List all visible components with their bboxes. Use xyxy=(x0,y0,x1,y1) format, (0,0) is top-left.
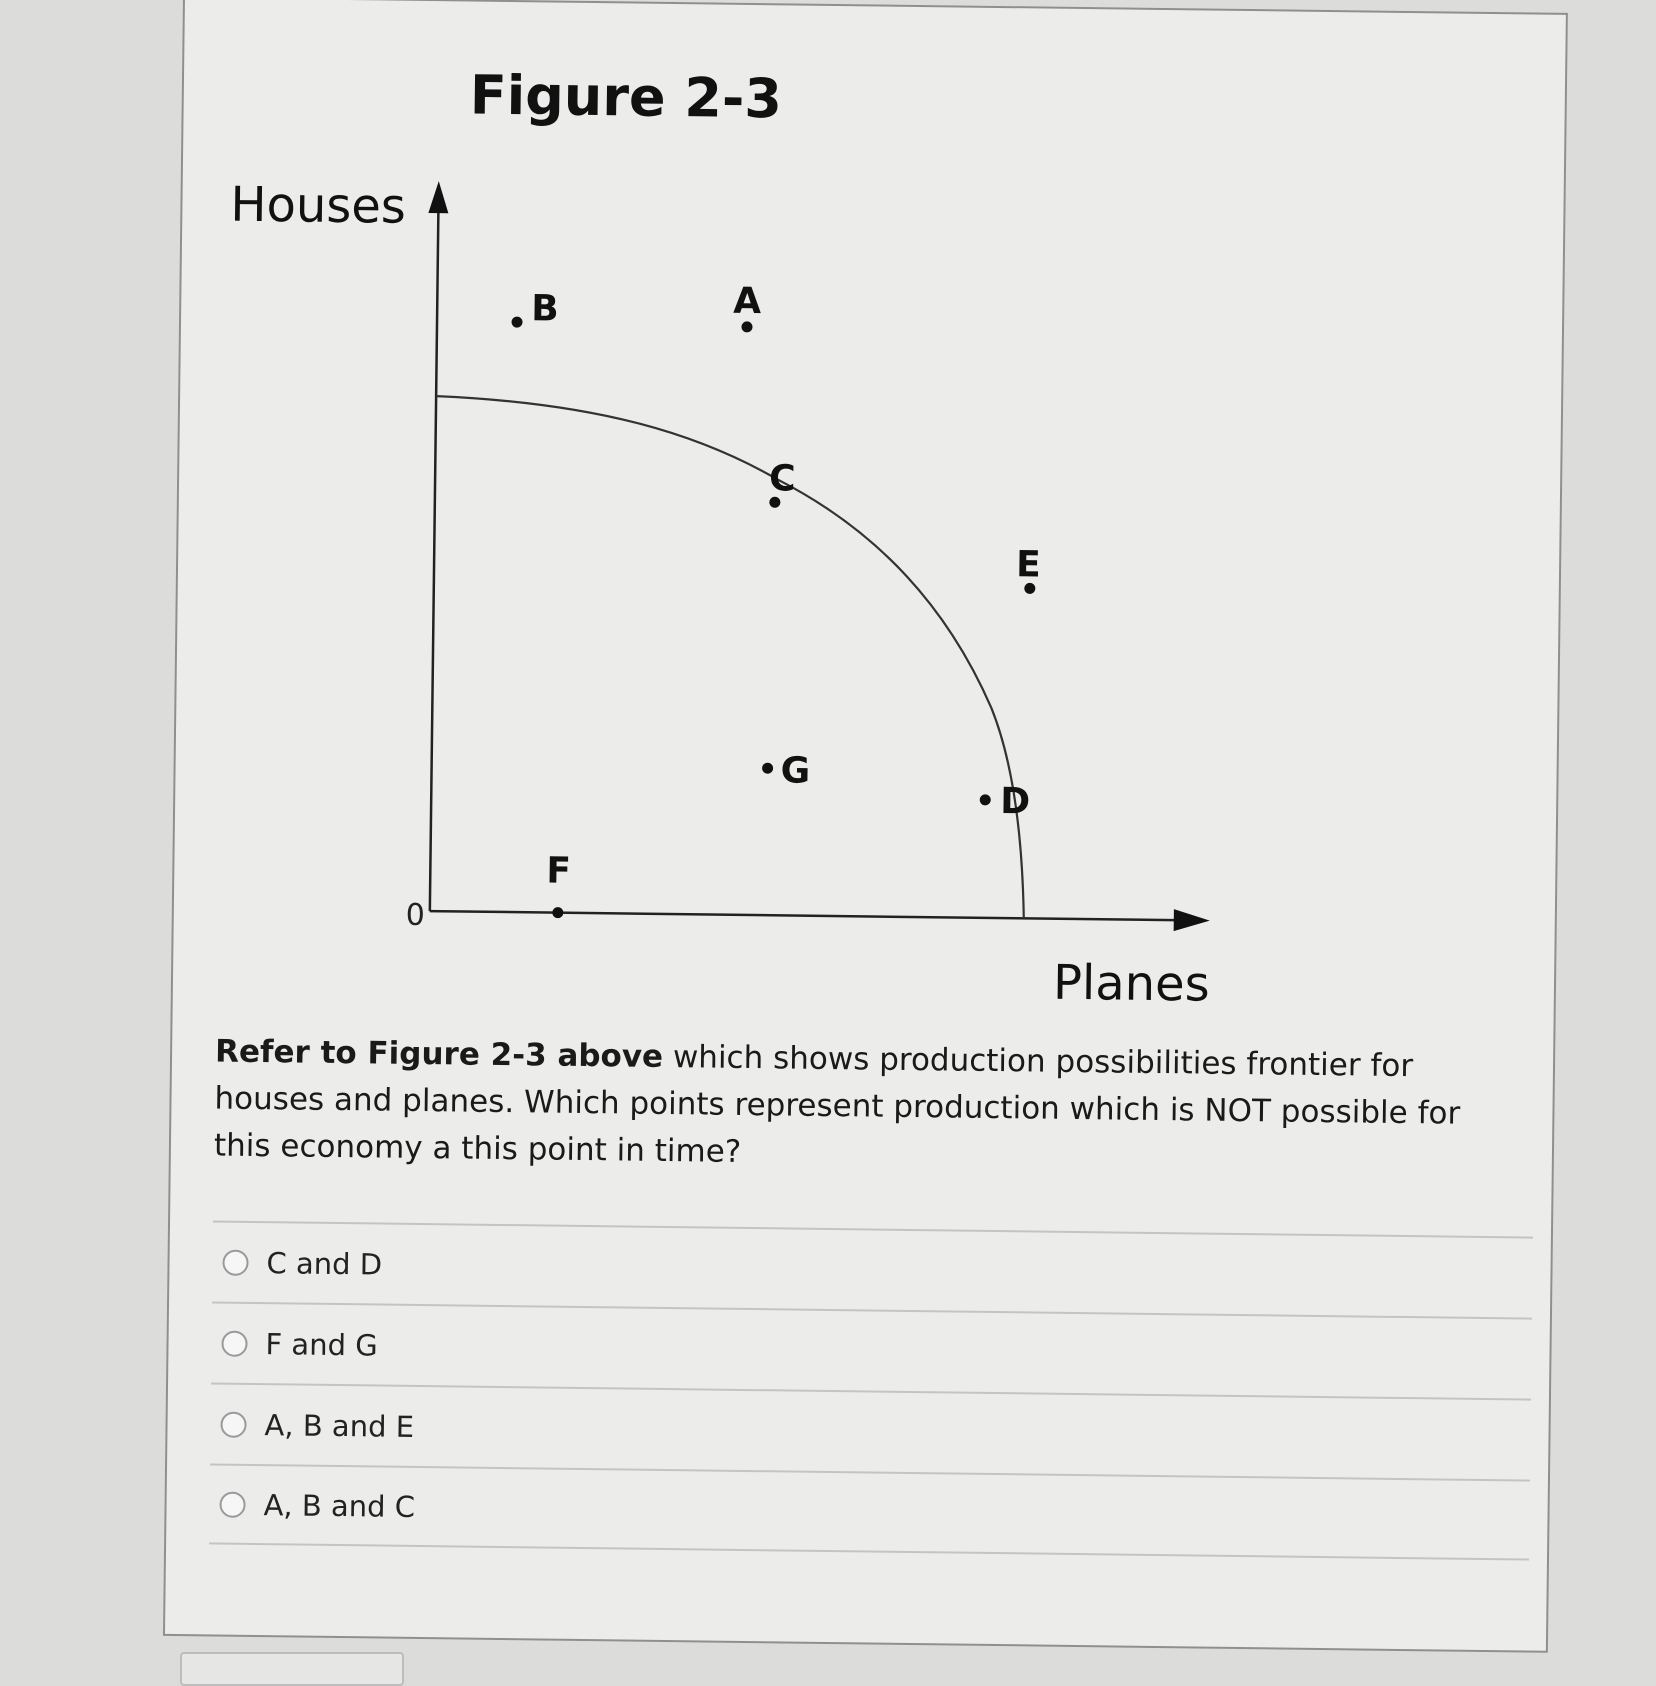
question-rest: which shows production possibilities frontier for houses and planes. Which points represent production which is NOT possible for this economy a this point in time? xyxy=(213,1038,1461,1170)
option-label: A, B and E xyxy=(264,1407,415,1444)
figure-title: Figure 2-3 xyxy=(469,63,783,131)
y-axis-label: Houses xyxy=(230,176,407,235)
origin-label: 0 xyxy=(405,897,426,934)
point-b xyxy=(511,317,522,328)
point-g-label: G xyxy=(780,750,811,792)
point-d-label: D xyxy=(999,781,1031,823)
option-label: A, B and C xyxy=(263,1487,416,1524)
point-e-label: E xyxy=(1015,544,1041,586)
radio-icon[interactable] xyxy=(222,1249,248,1275)
answer-options xyxy=(209,1220,1533,1560)
option-a-b-and-c[interactable] xyxy=(209,1463,1530,1560)
point-a-label: A xyxy=(733,280,762,323)
point-f xyxy=(552,907,563,918)
y-axis xyxy=(430,191,439,911)
point-f-label: F xyxy=(546,850,572,892)
x-axis xyxy=(430,911,1184,920)
point-d xyxy=(980,794,991,805)
question-bold: Refer to Figure 2-3 above xyxy=(214,1033,664,1075)
option-label: C and D xyxy=(266,1245,383,1282)
ppf-curve xyxy=(430,396,1030,918)
next-button[interactable] xyxy=(180,1652,404,1686)
question-card xyxy=(163,0,1568,1653)
point-g xyxy=(762,763,773,774)
ppf-figure xyxy=(173,0,1525,1024)
point-a xyxy=(741,321,752,332)
x-axis-arrow-icon xyxy=(1174,909,1210,931)
option-label: F and G xyxy=(265,1326,378,1362)
radio-icon[interactable] xyxy=(219,1491,245,1517)
y-axis-arrow-icon xyxy=(428,181,448,213)
question-text xyxy=(214,1028,1516,1185)
point-b-label: B xyxy=(530,288,559,330)
point-c-label: C xyxy=(768,458,796,500)
radio-icon[interactable] xyxy=(221,1330,247,1356)
x-axis-label: Planes xyxy=(1052,954,1210,1013)
radio-icon[interactable] xyxy=(220,1411,246,1437)
